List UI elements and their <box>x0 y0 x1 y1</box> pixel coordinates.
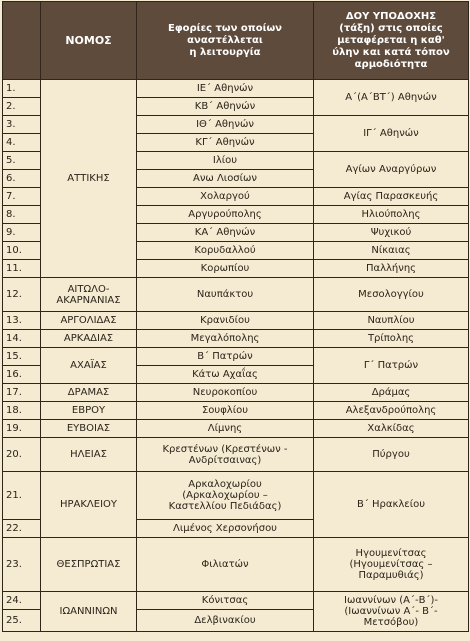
row-number: 13. <box>3 312 41 330</box>
suspended-office-text: Ανδρίτσαινας) <box>188 454 262 466</box>
suspended-office-cell <box>137 206 314 224</box>
row-number: 18. <box>3 402 41 420</box>
nomos-label: ΗΛΕΙΑΣ <box>70 449 107 460</box>
table-row <box>3 402 469 420</box>
row-number: 12. <box>3 278 41 312</box>
suspended-office-text: Νευροκοπίου <box>192 387 258 398</box>
suspended-office-text: ΙΘ΄ Αθηνών <box>196 119 254 130</box>
nomos-cell <box>41 472 137 538</box>
nomos-label: ΙΩΑΝΝΙΝΩΝ <box>59 606 118 617</box>
suspended-office-text: ΙΕ΄ Αθηνών <box>196 83 254 94</box>
receiving-office-text: Παλλήνης <box>365 263 417 274</box>
suspended-office-text: Καστελλίου Πεδιάδας) <box>168 501 282 512</box>
receiving-office-cell <box>314 438 469 472</box>
suspended-office-text: Σουφλίου <box>201 405 249 416</box>
receiving-office-text: (Ηγουμενίτσας – <box>349 559 433 570</box>
row-number: 2. <box>3 98 41 116</box>
nomos-cell <box>41 402 137 420</box>
suspended-office-text: ΚΑ΄ Αθηνών <box>194 227 256 238</box>
suspended-office-text: Ναυπάκτου <box>196 289 254 300</box>
row-number: 11. <box>3 260 41 278</box>
suspended-office-text: Λίμνης <box>207 423 243 434</box>
row-number: 14. <box>3 330 41 348</box>
nomos-label: ΑΡΚΑΔΙΑΣ <box>63 333 114 344</box>
nomos-label: ΗΡΑΚΛΕΙΟΥ <box>59 499 118 510</box>
suspended-office-cell <box>137 420 314 438</box>
row-number: 16. <box>3 366 41 384</box>
suspended-office-cell <box>137 384 314 402</box>
table-row <box>3 592 469 610</box>
suspended-office-cell <box>137 260 314 278</box>
suspended-office-text: (Αρκαλοχωρίου – <box>182 490 268 501</box>
header-suspended-line: αναστέλλεται <box>187 34 263 46</box>
row-number: 17. <box>3 384 41 402</box>
receiving-office-text: Ψυχικού <box>370 227 412 238</box>
receiving-office-text: Ηλιούπολης <box>361 209 421 220</box>
suspended-office-cell <box>137 610 314 632</box>
receiving-office-text: (Ιωαννίνων Α΄- Β΄- <box>344 606 438 617</box>
receiving-office-text: Μεσολογγίου <box>358 289 424 300</box>
row-number: 22. <box>3 520 41 538</box>
suspended-office-cell <box>137 438 314 472</box>
suspended-office-cell <box>137 592 314 610</box>
suspended-office-text: Ανω Λιοσίων <box>192 173 257 184</box>
nomos-label: ΑΙΤΩΛΟ- <box>67 283 110 295</box>
suspended-office-cell <box>137 520 314 538</box>
suspended-office-text: Αργυρούπολης <box>188 209 262 220</box>
table-row <box>3 472 469 520</box>
receiving-office-cell <box>314 420 469 438</box>
suspended-office-cell <box>137 312 314 330</box>
suspended-office-text: Κορυδαλλού <box>194 245 256 256</box>
table-body <box>3 80 469 632</box>
receiving-office-cell <box>314 330 469 348</box>
header-receiving-line: αρμοδιότητα <box>354 58 428 70</box>
nomos-cell <box>41 348 137 384</box>
table-row <box>3 312 469 330</box>
receiving-office-cell <box>314 116 469 152</box>
receiving-office-text: Αγίων Αναργύρων <box>345 164 437 175</box>
suspended-office-text: Μεγαλόπολης <box>190 333 260 344</box>
suspended-office-cell <box>137 366 314 384</box>
row-number: 15. <box>3 348 41 366</box>
receiving-office-cell <box>314 384 469 402</box>
row-number: 5. <box>3 152 41 170</box>
suspended-office-text: Αρκαλοχωρίου <box>188 479 262 490</box>
suspended-office-cell <box>137 98 314 116</box>
receiving-office-cell <box>314 402 469 420</box>
receiving-office-cell <box>314 188 469 206</box>
nomos-label: ΕΥΒΟΙΑΣ <box>66 423 111 434</box>
suspended-office-cell <box>137 170 314 188</box>
header-receiving-line: ΔΟΥ ΥΠΟΔΟΧΗΣ <box>345 10 437 22</box>
table-row <box>3 420 469 438</box>
suspended-office-cell <box>137 472 314 520</box>
receiving-office-cell <box>314 472 469 538</box>
tax-office-table <box>2 1 469 632</box>
nomos-cell <box>41 420 137 438</box>
nomos-cell <box>41 312 137 330</box>
suspended-office-text: Κρανιδίου <box>200 315 250 326</box>
suspended-office-text: Κάτω Αχαΐας <box>192 369 258 380</box>
header-suspended-offices <box>137 2 314 80</box>
nomos-cell <box>41 438 137 472</box>
receiving-office-cell <box>314 242 469 260</box>
receiving-office-text: Νίκαιας <box>371 245 411 256</box>
receiving-office-cell <box>314 80 469 116</box>
suspended-office-text: Λιμένος Χερσονήσου <box>173 523 277 534</box>
row-number: 20. <box>3 438 41 472</box>
nomos-cell <box>41 384 137 402</box>
header-receiving-office <box>314 2 469 80</box>
row-number: 21. <box>3 472 41 520</box>
row-number: 4. <box>3 134 41 152</box>
suspended-office-cell <box>137 188 314 206</box>
header-row <box>3 2 469 80</box>
suspended-office-text: ΚΒ΄ Αθηνών <box>194 101 256 112</box>
receiving-office-cell <box>314 278 469 312</box>
nomos-cell <box>41 538 137 592</box>
receiving-office-cell <box>314 348 469 384</box>
receiving-office-text: Ηγουμενίτσας <box>355 548 427 559</box>
suspended-office-cell <box>137 538 314 592</box>
nomos-cell <box>41 592 137 632</box>
receiving-office-cell <box>314 206 469 224</box>
suspended-office-text: Κόνιτσας <box>201 595 249 606</box>
receiving-office-text: Αγίας Παρασκευής <box>343 191 439 202</box>
suspended-office-cell <box>137 402 314 420</box>
receiving-office-cell <box>314 260 469 278</box>
suspended-office-cell <box>137 152 314 170</box>
table-row <box>3 278 469 312</box>
suspended-office-cell <box>137 330 314 348</box>
table-row <box>3 330 469 348</box>
header-suspended-line: η λειτουργία <box>189 46 261 58</box>
table-row <box>3 348 469 366</box>
suspended-office-cell <box>137 116 314 134</box>
receiving-office-text: Δράμας <box>371 387 411 398</box>
header-suspended-line: Εφορίες των οποίων <box>168 22 282 34</box>
receiving-office-cell <box>314 592 469 632</box>
nomos-label: ΑΧΑΪΑΣ <box>70 360 107 371</box>
row-number: 6. <box>3 170 41 188</box>
nomos-cell <box>41 278 137 312</box>
receiving-office-cell <box>314 152 469 188</box>
receiving-office-text: ΙΓ΄ Αθηνών <box>363 128 419 139</box>
table-row <box>3 384 469 402</box>
row-number: 10. <box>3 242 41 260</box>
suspended-office-text: ΚΓ΄ Αθηνών <box>195 137 255 148</box>
receiving-office-text: Χαλκίδας <box>367 423 415 434</box>
receiving-office-text: Ναυπλίου <box>367 315 415 326</box>
nomos-label: ΕΒΡΟΥ <box>71 405 106 416</box>
nomos-label: ΑΚΑΡΝΑΝΙΑΣ <box>56 294 121 306</box>
receiving-office-text: Β΄ Ηρακλείου <box>356 499 425 510</box>
receiving-office-text: Πύργου <box>372 449 410 460</box>
suspended-office-text: Κορωπίου <box>200 263 250 274</box>
receiving-office-text: Ιωαννίνων (Α΄-Β΄)- <box>344 595 438 606</box>
row-number: 25. <box>3 610 41 632</box>
suspended-office-text: Β΄ Πατρών <box>197 351 253 362</box>
suspended-office-cell <box>137 134 314 152</box>
suspended-office-text: Ιλίου <box>212 155 238 166</box>
row-number: 1. <box>3 80 41 98</box>
receiving-office-cell <box>314 312 469 330</box>
suspended-office-cell <box>137 224 314 242</box>
suspended-office-cell <box>137 242 314 260</box>
row-number: 8. <box>3 206 41 224</box>
receiving-office-text: Τρίπολης <box>367 333 415 344</box>
suspended-office-text: Φιλιατών <box>201 559 249 570</box>
header-receiving-line: μεταφέρεται η καθ' <box>337 34 445 46</box>
table-row <box>3 538 469 592</box>
row-number: 19. <box>3 420 41 438</box>
suspended-office-cell <box>137 278 314 312</box>
header-receiving-line: ύλην και κατά τόπον <box>332 46 450 58</box>
receiving-office-text: Παραμυθιάς) <box>358 570 424 581</box>
nomos-cell <box>41 80 137 278</box>
suspended-office-cell <box>137 348 314 366</box>
row-number: 3. <box>3 116 41 134</box>
table-row <box>3 438 469 472</box>
nomos-label: ΘΕΣΠΡΩΤΙΑΣ <box>56 559 121 570</box>
suspended-office-text: Δελβινακίου <box>194 615 256 626</box>
suspended-office-cell <box>137 80 314 98</box>
receiving-office-text: Μετσόβου) <box>363 617 419 628</box>
row-number: 7. <box>3 188 41 206</box>
receiving-office-text: Α΄(Α΄ΒΤ΄) Αθηνών <box>345 92 437 103</box>
nomos-label: ΑΡΓΟΛΙΔΑΣ <box>60 315 117 326</box>
row-number: 24. <box>3 592 41 610</box>
row-number: 23. <box>3 538 41 592</box>
receiving-office-text: Γ΄ Πατρών <box>363 360 419 371</box>
receiving-office-text: Αλεξανδρούπολης <box>345 405 437 416</box>
receiving-office-cell <box>314 224 469 242</box>
header-number <box>3 2 41 80</box>
header-nomos: ΝΟΜΟΣ <box>41 2 137 80</box>
nomos-label: ΑΤΤΙΚΗΣ <box>67 173 110 184</box>
suspended-office-text: Χολαργού <box>200 191 250 202</box>
suspended-office-text: Κρεστένων (Κρεστένων - <box>162 443 288 455</box>
nomos-cell <box>41 330 137 348</box>
header-receiving-line: (τάξη) στις οποίες <box>339 22 443 34</box>
receiving-office-cell <box>314 538 469 592</box>
row-number: 9. <box>3 224 41 242</box>
nomos-label: ΔΡΑΜΑΣ <box>67 387 110 398</box>
table-row <box>3 80 469 98</box>
